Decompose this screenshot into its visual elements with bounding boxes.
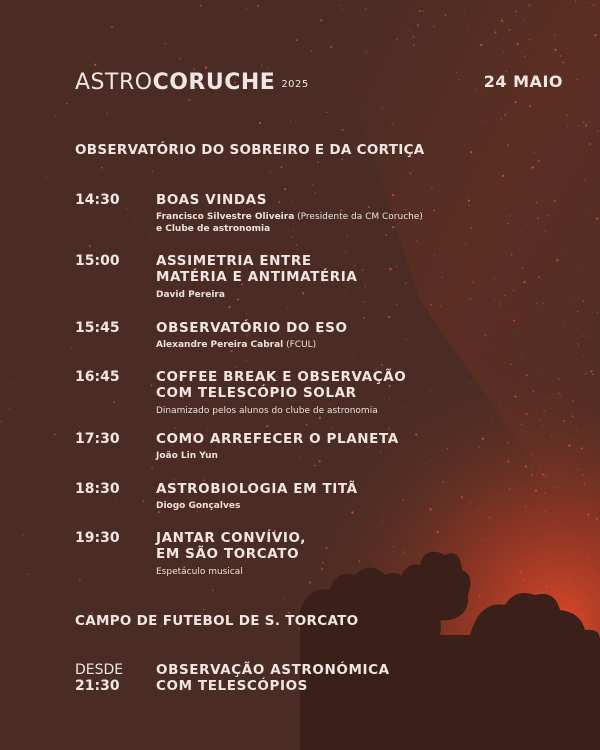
- item-speaker: Francisco Silvestre Oliveira: [156, 212, 295, 222]
- final-title: OBSERVAÇÃO ASTRONÓMICA COM TELESCÓPIOS: [156, 662, 390, 694]
- item-speaker-line: [156, 500, 576, 513]
- item-time: 15:45: [75, 320, 120, 336]
- item-title: COFFEE BREAK E OBSERVAÇÃO COM TELESCÓPIO SOLAR: [156, 369, 407, 401]
- item-time: 14:30: [75, 192, 120, 208]
- item-speaker-note: (Presidente da CM Coruche): [294, 212, 423, 222]
- item-title: ASTROBIOLOGIA EM TITÃ: [156, 481, 358, 497]
- item-speaker-line: [156, 566, 576, 579]
- item-speaker-line: [156, 339, 576, 352]
- item-time: 15:00: [75, 253, 120, 269]
- item-title: ASSIMETRIA ENTRE MATÉRIA E ANTIMATÉRIA: [156, 253, 358, 285]
- item-speaker: Alexandre Pereira Cabral: [156, 340, 284, 350]
- venue-heading-2: CAMPO DE FUTEBOL DE S. TORCATO: [75, 613, 359, 629]
- item-time: 18:30: [75, 481, 120, 497]
- final-time: 21:30: [75, 678, 120, 694]
- item-title: JANTAR CONVÍVIO, EM SÃO TORCATO: [156, 530, 307, 562]
- item-title: COMO ARREFECER O PLANETA: [156, 431, 399, 447]
- item-speaker-line: [156, 405, 576, 418]
- item-speaker: João Lin Yun: [156, 451, 218, 461]
- item-title: OBSERVATÓRIO DO ESO: [156, 320, 348, 336]
- logo-bold-text: CORUCHE: [152, 70, 276, 95]
- item-speaker-line: [156, 289, 576, 302]
- venue-heading-1: OBSERVATÓRIO DO SOBREIRO E DA CORTIÇA: [75, 142, 425, 158]
- final-time-label: DESDE: [75, 662, 124, 678]
- logo-light-text: ASTRO: [75, 70, 153, 95]
- item-time: 19:30: [75, 530, 120, 546]
- event-date: 24 MAIO: [483, 72, 563, 91]
- item-time: 16:45: [75, 369, 120, 385]
- item-speaker-note: Dinamizado pelos alunos do clube de astronomia: [156, 406, 378, 416]
- item-speaker-note: (FCUL): [283, 340, 317, 350]
- item-speaker-line: [156, 450, 576, 463]
- item-speaker: Diogo Gonçalves: [156, 501, 241, 511]
- item-speaker: David Pereira: [156, 290, 225, 300]
- item-subtitle-2: e Clube de astronomia: [156, 224, 271, 234]
- event-logo: [75, 70, 309, 96]
- item-title: BOAS VINDAS: [156, 192, 268, 208]
- logo-year: 2025: [281, 79, 309, 90]
- item-time: 17:30: [75, 431, 120, 447]
- item-speaker-line-2: [156, 223, 576, 236]
- item-speaker-note: Espetáculo musical: [156, 567, 243, 577]
